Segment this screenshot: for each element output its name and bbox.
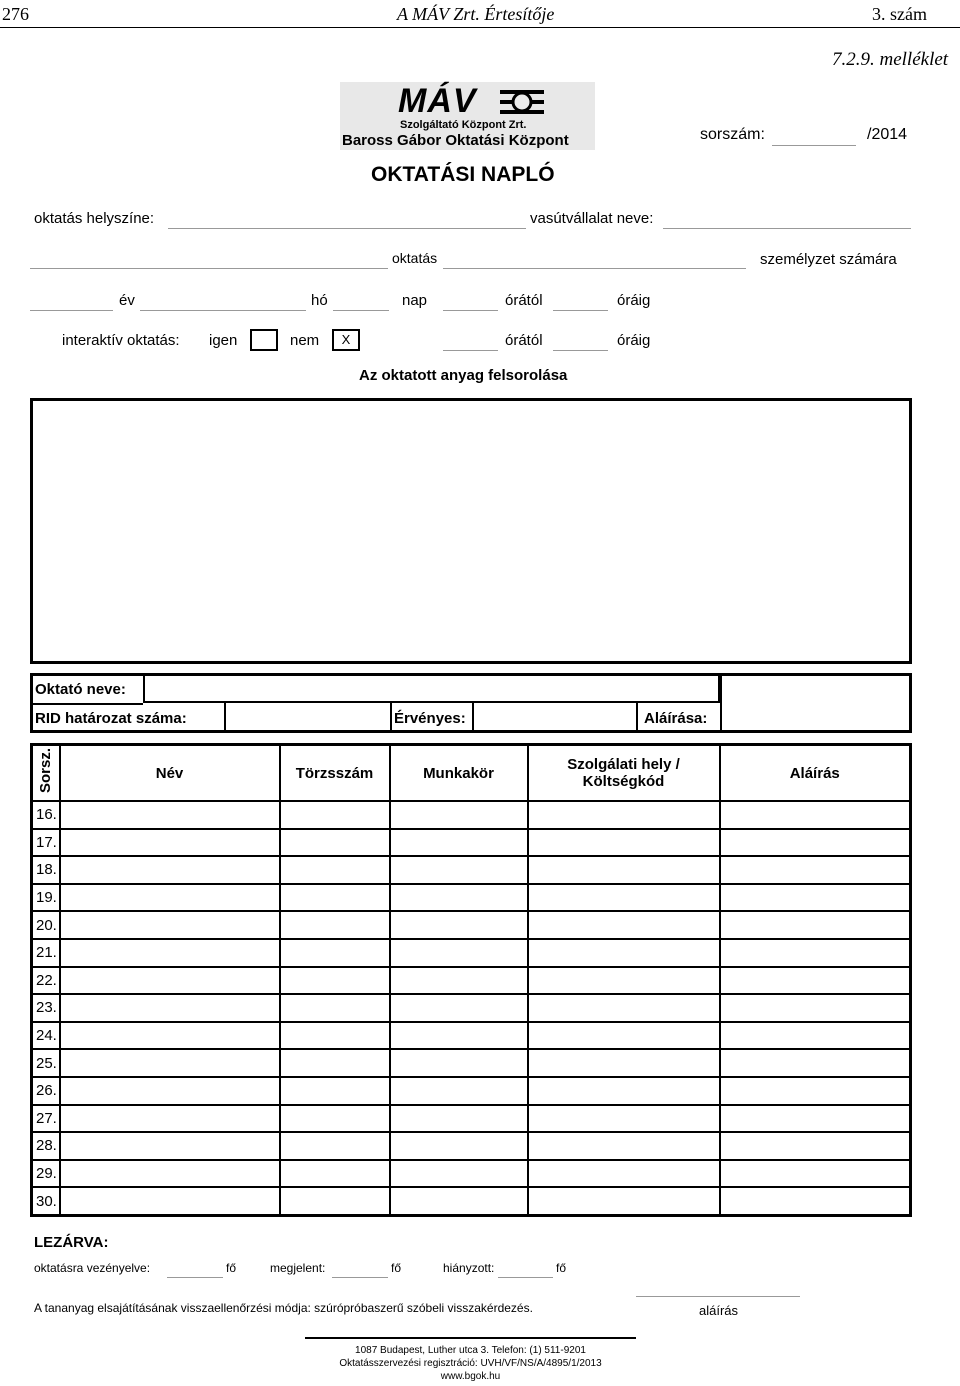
interactive-to-line[interactable] [553, 350, 608, 351]
absent-label: hiányzott: [443, 1261, 495, 1275]
present-label: megjelent: [270, 1261, 326, 1275]
row-signature[interactable] [720, 884, 911, 912]
row-name[interactable] [60, 967, 280, 995]
row-id[interactable] [280, 1160, 390, 1188]
header-job: Munkakör [390, 745, 528, 802]
row-signature[interactable] [720, 1160, 911, 1188]
row-name[interactable] [60, 1132, 280, 1160]
row-place[interactable] [528, 1077, 720, 1105]
row-signature[interactable] [720, 911, 911, 939]
serial-year: /2014 [867, 126, 908, 143]
row-signature[interactable] [720, 801, 911, 829]
header-no-label: Sorsz. [37, 748, 55, 794]
company-label: vasútvállalat neve: [530, 210, 654, 227]
row-job[interactable] [390, 1049, 528, 1077]
row-number: 23. [32, 994, 60, 1022]
table-row [32, 1160, 911, 1188]
footer-address: 1087 Budapest, Luther utca 3. Telefon: (1) 511-9201 [355, 1345, 586, 1356]
month-input-line[interactable] [140, 310, 306, 311]
staff-label: személyzet számára [760, 251, 897, 268]
instructor-divider [33, 703, 143, 705]
row-job[interactable] [390, 1160, 528, 1188]
interactive-to-label: óráig [617, 332, 651, 349]
row-id[interactable] [280, 911, 390, 939]
row-signature[interactable] [720, 1022, 911, 1050]
serial-input-line[interactable] [772, 145, 856, 146]
annex-label: 7.2.9. melléklet [832, 49, 949, 70]
interactive-from-label: órától [505, 332, 543, 349]
row-number: 27. [32, 1105, 60, 1133]
row-name[interactable] [60, 1187, 280, 1215]
row-job[interactable] [390, 911, 528, 939]
valid-field-right [636, 703, 638, 730]
absent-unit: fő [556, 1261, 567, 1275]
row-place[interactable] [528, 1132, 720, 1160]
row-job[interactable] [390, 1077, 528, 1105]
row-name[interactable] [60, 911, 280, 939]
instructor-block [30, 673, 912, 733]
valid-label: Érvényes: [394, 710, 466, 727]
location-label: oktatás helyszíne: [34, 210, 155, 227]
signature-box[interactable] [720, 676, 722, 730]
header-rule [0, 27, 960, 28]
no-checkbox[interactable]: X [332, 329, 360, 351]
row-job[interactable] [390, 939, 528, 967]
row-number: 22. [32, 967, 60, 995]
row-number: 18. [32, 856, 60, 884]
row-job[interactable] [390, 1187, 528, 1215]
staff-input-line[interactable] [443, 268, 746, 269]
footer-registration: Oktatásszervezési regisztráció: UVH/VF/NS/A/4895/1/2013 [339, 1358, 602, 1369]
header-place-line2: Költségkód [582, 773, 665, 790]
row-name[interactable] [60, 1105, 280, 1133]
training-label: oktatás [392, 250, 438, 266]
header-place [528, 745, 720, 802]
serial-label: sorszám: [700, 126, 765, 143]
closing-signature-line[interactable] [636, 1296, 800, 1297]
verification-method: A tananyag elsajátításának visszaellenőrzési módja: szúrópróbaszerű szóbeli visszakérdezés. [34, 1301, 533, 1315]
page-number: 276 [2, 4, 29, 24]
row-id[interactable] [280, 856, 390, 884]
row-signature[interactable] [720, 967, 911, 995]
row-place[interactable] [528, 801, 720, 829]
row-place[interactable] [528, 911, 720, 939]
company-input-line[interactable] [663, 228, 911, 229]
row-name[interactable] [60, 829, 280, 857]
logo [340, 82, 595, 150]
row-number: 19. [32, 884, 60, 912]
row-signature[interactable] [720, 1077, 911, 1105]
table-row [32, 939, 911, 967]
row-signature[interactable] [720, 994, 911, 1022]
year-label: év [119, 292, 135, 309]
row-name[interactable] [60, 1077, 280, 1105]
table-row [32, 856, 911, 884]
row-number: 25. [32, 1049, 60, 1077]
material-textarea[interactable] [30, 398, 912, 664]
row-number: 29. [32, 1160, 60, 1188]
yes-checkbox[interactable] [250, 329, 278, 351]
year-input-line[interactable] [30, 310, 113, 311]
row-name[interactable] [60, 856, 280, 884]
row-name[interactable] [60, 884, 280, 912]
row-job[interactable] [390, 1105, 528, 1133]
header-signature: Aláírás [720, 745, 911, 802]
day-label: nap [402, 292, 428, 309]
logo-brand: MÁV [398, 82, 477, 120]
logo-center: Baross Gábor Oktatási Központ [342, 132, 569, 149]
instructor-name-label: Oktató neve: [35, 681, 126, 698]
present-input-line[interactable] [332, 1277, 388, 1278]
row-id[interactable] [280, 1022, 390, 1050]
rid-field[interactable] [224, 703, 392, 730]
row-number: 16. [32, 801, 60, 829]
table-header-row [32, 745, 911, 802]
row-job[interactable] [390, 856, 528, 884]
table-row [32, 967, 911, 995]
row-place[interactable] [528, 884, 720, 912]
row-place[interactable] [528, 1105, 720, 1133]
row-number: 30. [32, 1187, 60, 1215]
to-input-line[interactable] [553, 310, 608, 311]
table-row [32, 1022, 911, 1050]
absent-input-line[interactable] [498, 1277, 553, 1278]
row-number: 20. [32, 911, 60, 939]
row-number: 24. [32, 1022, 60, 1050]
row-id[interactable] [280, 1132, 390, 1160]
table-row [32, 1049, 911, 1077]
row-place[interactable] [528, 1160, 720, 1188]
header-name: Név [60, 745, 280, 802]
row-number: 17. [32, 829, 60, 857]
row-id[interactable] [280, 1187, 390, 1215]
row-job[interactable] [390, 884, 528, 912]
rail-emblem-icon [500, 88, 544, 116]
row-number: 26. [32, 1077, 60, 1105]
attendance-rows [32, 801, 911, 1215]
row-id[interactable] [280, 967, 390, 995]
row-place[interactable] [528, 856, 720, 884]
row-place[interactable] [528, 1049, 720, 1077]
row-signature[interactable] [720, 829, 911, 857]
table-row [32, 994, 911, 1022]
row-id[interactable] [280, 939, 390, 967]
row-place[interactable] [528, 1022, 720, 1050]
training-topic-line[interactable] [30, 268, 388, 269]
table-row [32, 1105, 911, 1133]
row-name[interactable] [60, 994, 280, 1022]
row-id[interactable] [280, 1049, 390, 1077]
row-name[interactable] [60, 801, 280, 829]
row-id[interactable] [280, 994, 390, 1022]
row-signature[interactable] [720, 1049, 911, 1077]
logo-company: Szolgáltató Központ Zrt. [400, 119, 527, 131]
ordered-input-line[interactable] [167, 1277, 223, 1278]
row-job[interactable] [390, 829, 528, 857]
row-place[interactable] [528, 829, 720, 857]
row-id[interactable] [280, 1105, 390, 1133]
location-input-line[interactable] [168, 228, 526, 229]
row-id[interactable] [280, 884, 390, 912]
row-signature[interactable] [720, 939, 911, 967]
table-row [32, 884, 911, 912]
row-job[interactable] [390, 1132, 528, 1160]
table-row [32, 829, 911, 857]
row-name[interactable] [60, 1022, 280, 1050]
row-id[interactable] [280, 1077, 390, 1105]
table-row [32, 1077, 911, 1105]
issue-number: 3. szám [872, 4, 927, 24]
row-name[interactable] [60, 939, 280, 967]
row-id[interactable] [280, 801, 390, 829]
header-no [32, 745, 60, 802]
row-job[interactable] [390, 1022, 528, 1050]
row-name[interactable] [60, 1160, 280, 1188]
closing-title: LEZÁRVA: [34, 1234, 109, 1251]
present-unit: fő [391, 1261, 402, 1275]
interactive-from-line[interactable] [443, 350, 498, 351]
from-input-line[interactable] [443, 310, 498, 311]
day-input-line[interactable] [333, 310, 389, 311]
document-title: OKTATÁSI NAPLÓ [371, 163, 555, 186]
row-place[interactable] [528, 967, 720, 995]
from-label: órától [505, 292, 543, 309]
publication-title: A MÁV Zrt. Értesítője [397, 4, 555, 24]
valid-field[interactable] [472, 703, 474, 730]
header-id: Törzsszám [280, 745, 390, 802]
to-label: óráig [617, 292, 651, 309]
table-row [32, 801, 911, 829]
table-row [32, 1187, 911, 1215]
rid-label: RID határozat száma: [35, 710, 187, 727]
closing-signature-label: aláírás [699, 1303, 739, 1318]
row-job[interactable] [390, 801, 528, 829]
instructor-signature-label: Aláírása: [644, 710, 708, 727]
row-place[interactable] [528, 1187, 720, 1215]
yes-label: igen [209, 332, 238, 349]
interactive-label: interaktív oktatás: [62, 332, 180, 349]
row-place[interactable] [528, 939, 720, 967]
instructor-name-field[interactable] [143, 676, 720, 703]
row-place[interactable] [528, 994, 720, 1022]
header-place-line1: Szolgálati hely / [567, 756, 680, 773]
ordered-unit: fő [226, 1261, 237, 1275]
row-signature[interactable] [720, 856, 911, 884]
row-number: 21. [32, 939, 60, 967]
material-title: Az oktatott anyag felsorolása [359, 367, 568, 384]
no-label: nem [290, 332, 320, 349]
footer-rule [305, 1337, 636, 1339]
row-signature[interactable] [720, 1132, 911, 1160]
row-job[interactable] [390, 994, 528, 1022]
row-signature[interactable] [720, 1187, 911, 1215]
row-name[interactable] [60, 1049, 280, 1077]
row-number: 28. [32, 1132, 60, 1160]
footer-website: www.bgok.hu [440, 1371, 501, 1382]
row-signature[interactable] [720, 1105, 911, 1133]
row-id[interactable] [280, 829, 390, 857]
ordered-label: oktatásra vezényelve: [34, 1261, 151, 1275]
table-row [32, 1132, 911, 1160]
table-row [32, 911, 911, 939]
attendance-table [30, 743, 912, 1217]
month-label: hó [311, 292, 328, 309]
row-job[interactable] [390, 967, 528, 995]
